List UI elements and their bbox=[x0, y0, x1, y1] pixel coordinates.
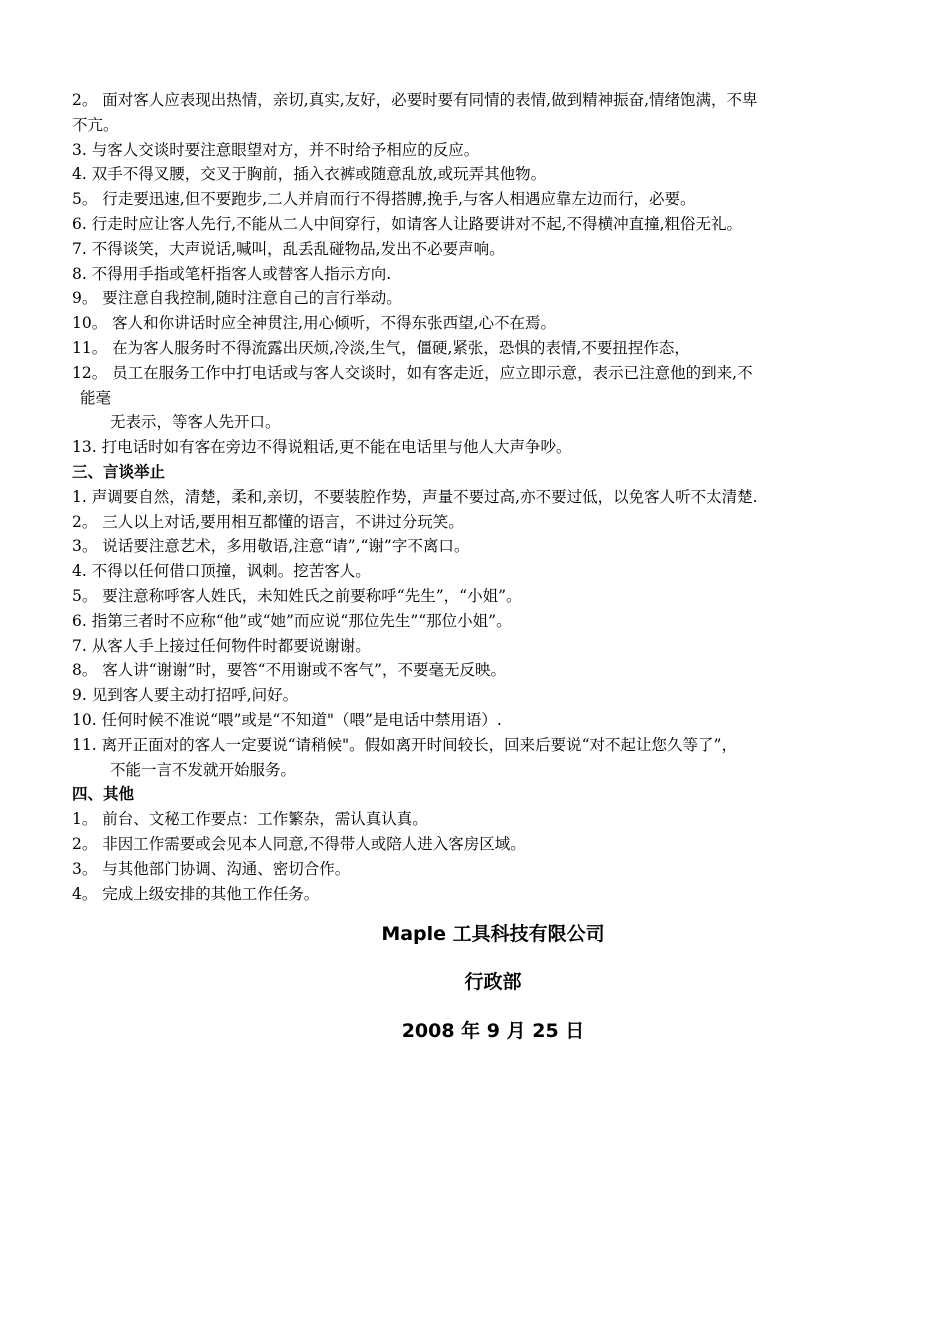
list-item: 3. 与客人交谈时要注意眼望对方，并不时给予相应的反应。 bbox=[72, 140, 480, 159]
company-name: Maple 工具科技有限公司 bbox=[381, 923, 605, 945]
list-item: 10。 客人和你讲话时应全神贯注,用心倾听，不得东张西望,心不在焉。 bbox=[72, 314, 557, 333]
list-item-continuation: 无表示，等客人先开口。 bbox=[110, 413, 281, 432]
list-item: 7. 从客人手上接过任何物件时都要说谢谢。 bbox=[72, 636, 371, 655]
list-item: 9. 见到客人要主动打招呼,问好。 bbox=[72, 686, 299, 705]
list-item: 12。 员工在服务工作中打电话或与客人交谈时，如有客走近，应立即示意，表示已注意他的到来,不 bbox=[72, 363, 753, 382]
list-item: 6. 行走时应让客人先行,不能从二人中间穿行，如请客人让路要讲对不起,不得横冲直撞,粗俗无礼。 bbox=[72, 214, 742, 233]
list-item: 3。 说话要注意艺术，多用敬语,注意“请”,“谢”字不离口。 bbox=[72, 537, 470, 556]
list-item-continuation: 不能一言不发就开始服务。 bbox=[110, 760, 297, 779]
list-item: 2。 面对客人应表现出热情，亲切,真实,友好，必要时要有同情的表情,做到精神振奋,情绪饱满，不卑 bbox=[72, 91, 758, 109]
section-heading-speech: 三、言谈举止 bbox=[72, 462, 166, 481]
list-item-continuation: 能毫 bbox=[80, 388, 112, 407]
list-item: 10. 任何时候不准说“喂”或是“不知道"（喂”是电话中禁用语）. bbox=[72, 710, 502, 729]
list-item: 7. 不得谈笑，大声说话,喊叫，乱丢乱碰物品,发出不必要声响。 bbox=[72, 239, 505, 258]
list-item: 1. 声调要自然，清楚，柔和,亲切，不要装腔作势，声量不要过高,亦不要过低，以免客人听不太清楚. bbox=[72, 487, 758, 506]
list-item-continuation: 不亢。 bbox=[72, 115, 119, 134]
list-item: 4。 完成上级安排的其他工作任务。 bbox=[72, 884, 320, 903]
list-item: 11. 离开正面对的客人一定要说“请稍候"。假如离开时间较长，回来后要说“对不起让您久等了”， bbox=[72, 735, 737, 754]
section-heading-other: 四、其他 bbox=[72, 785, 135, 804]
list-item: 3。 与其他部门协调、沟通、密切合作。 bbox=[72, 859, 351, 878]
list-item: 13. 打电话时如有客在旁边不得说粗话,更不能在电话里与他人大声争吵。 bbox=[72, 438, 572, 457]
list-item: 9。 要注意自我控制,随时注意自己的言行举动。 bbox=[72, 289, 402, 308]
list-item: 6. 指第三者时不应称“他”或“她”而应说“那位先生”“那位小姐”。 bbox=[72, 611, 512, 630]
document-body bbox=[72, 88, 914, 906]
list-item: 8. 不得用手指或笔杆指客人或替客人指示方向. bbox=[72, 264, 392, 283]
list-item: 1。 前台、文秘工作要点：工作繁杂，需认真认真。 bbox=[72, 810, 428, 829]
list-item: 2。 三人以上对话,要用相互都懂的语言，不讲过分玩笑。 bbox=[72, 512, 464, 531]
list-item: 11。 在为客人服务时不得流露出厌烦,冷淡,生气，僵硬,紧张，恐惧的表情,不要扭捏作态， bbox=[72, 338, 690, 357]
list-item: 2。 非因工作需要或会见本人同意,不得带人或陪人进入客房区域。 bbox=[72, 834, 526, 853]
list-item: 4. 双手不得叉腰，交叉于胸前，插入衣裤或随意乱放,或玩弄其他物。 bbox=[72, 165, 547, 184]
document-date: 2008 年 9 月 25 日 bbox=[401, 1020, 585, 1042]
list-item: 4. 不得以任何借口顶撞，讽刺。挖苦客人。 bbox=[72, 562, 371, 581]
department-name: 行政部 bbox=[464, 971, 522, 993]
list-item: 5。 要注意称呼客人姓氏，未知姓氏之前要称呼“先生”，“小姐”。 bbox=[72, 586, 522, 605]
list-item: 5。 行走要迅速,但不要跑步,二人并肩而行不得搭膊,挽手,与客人相遇应靠左边而行，必要。 bbox=[72, 190, 696, 209]
list-item: 8。 客人讲“谢谢”时，要答“不用谢或不客气”，不要毫无反映。 bbox=[72, 661, 506, 680]
